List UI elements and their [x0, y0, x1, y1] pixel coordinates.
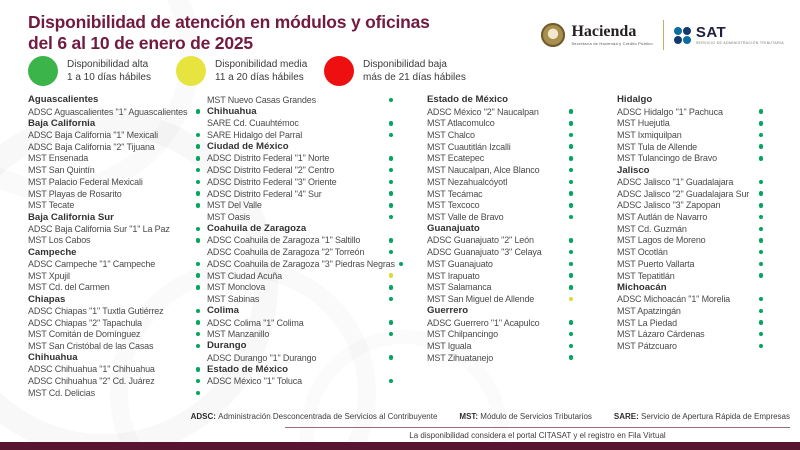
- office-row: [427, 117, 573, 129]
- legend-label: Disponibilidad media 11 a 20 días hábiles: [215, 59, 308, 83]
- footer-divider: [285, 427, 790, 428]
- availability-dot-alta: [196, 144, 201, 149]
- office-label: ADSC Baja California "1" Mexicali: [28, 130, 158, 141]
- office-label: MST Tecámac: [427, 188, 483, 199]
- availability-dot-media: [569, 297, 574, 302]
- state-header: Aguascalientes: [28, 94, 99, 106]
- availability-dot-alta: [759, 121, 764, 126]
- availability-dot-media: [389, 273, 394, 278]
- office-row: [427, 270, 573, 282]
- office-row: [427, 246, 573, 258]
- availability-dot-alta: [569, 344, 574, 349]
- legend-circle-baja-icon: [324, 56, 354, 86]
- availability-dot-alta: [389, 320, 394, 325]
- office-row: [617, 141, 763, 153]
- office-row: [28, 328, 200, 340]
- availability-column-1: [28, 94, 200, 399]
- office-row: [617, 305, 763, 317]
- state-header: Guerrero: [427, 305, 469, 317]
- availability-dot-alta: [196, 273, 201, 278]
- office-label: MST Monclova: [207, 282, 266, 293]
- office-row: [427, 199, 573, 211]
- header-logos: [541, 20, 784, 50]
- office-label: MST Irapuato: [427, 270, 480, 281]
- office-label: MST Sabinas: [207, 294, 260, 305]
- availability-dot-alta: [389, 168, 394, 173]
- office-label: MST Nuevo Casas Grandes: [207, 94, 316, 105]
- availability-dot-alta: [196, 379, 201, 384]
- state-header: Guanajuato: [427, 223, 480, 235]
- sat-dot-icon: [674, 27, 682, 35]
- office-label: ADSC Distrito Federal "4" Sur: [207, 188, 322, 199]
- footer-note: La disponibilidad considera el portal CITASAT y el registro en Fila Virtual: [409, 431, 666, 440]
- office-label: MST Atlacomulco: [427, 118, 495, 129]
- state-header: Estado de México: [427, 94, 509, 106]
- office-row: [617, 199, 763, 211]
- office-label: MST Ecatepec: [427, 153, 485, 164]
- state-header: Michoacán: [617, 281, 667, 293]
- sat-wordmark: SAT: [695, 23, 727, 41]
- availability-dot-alta: [389, 121, 394, 126]
- office-row: [207, 282, 393, 294]
- availability-dot-alta: [569, 262, 574, 267]
- office-row: [617, 317, 763, 329]
- office-row: [28, 106, 200, 118]
- legend-circle-alta-icon: [28, 56, 58, 86]
- office-row: [427, 293, 573, 305]
- office-row: [207, 352, 393, 364]
- office-row: [28, 164, 200, 176]
- office-label: MST Iguala: [427, 340, 472, 351]
- legend-item-baja: [324, 56, 472, 86]
- availability-dot-alta: [759, 332, 764, 337]
- office-label: MST Cd. del Carmen: [28, 282, 110, 293]
- availability-dot-alta: [759, 109, 764, 114]
- office-row: [28, 176, 200, 188]
- office-row: [207, 258, 393, 270]
- state-header: Durango: [207, 340, 247, 352]
- office-label: MST Ocotlán: [617, 247, 668, 258]
- availability-dot-alta: [389, 156, 394, 161]
- office-row: [28, 340, 200, 352]
- office-label: SARE Cd. Cuauhtémoc: [207, 118, 299, 129]
- availability-dot-alta: [759, 144, 764, 149]
- availability-dot-alta: [196, 367, 201, 372]
- availability-dot-alta: [389, 285, 394, 290]
- availability-dot-alta: [759, 262, 764, 267]
- office-row: [617, 340, 763, 352]
- office-label: ADSC Jalisco "2" Guadalajara Sur: [617, 188, 750, 199]
- availability-dot-alta: [569, 285, 574, 290]
- office-label: ADSC Campeche "1" Campeche: [28, 258, 156, 269]
- office-row: [207, 317, 393, 329]
- office-row: [207, 293, 393, 305]
- footer-definitions: [191, 412, 790, 421]
- office-row: [427, 129, 573, 141]
- office-label: MST Ciudad Acuña: [207, 270, 282, 281]
- state-header: Ciudad de México: [207, 141, 289, 153]
- availability-dot-alta: [759, 273, 764, 278]
- availability-dot-alta: [569, 320, 574, 325]
- office-row: [28, 387, 200, 399]
- office-label: MST Manzanillo: [207, 329, 270, 340]
- office-row: [207, 176, 393, 188]
- office-label: ADSC Guanajuato "3" Celaya: [427, 247, 542, 258]
- office-row: [427, 153, 573, 165]
- sat-subtitle: SERVICIO DE ADMINISTRACIÓN TRIBUTARIA: [695, 40, 784, 45]
- office-label: ADSC Baja California Sur "1" La Paz: [28, 223, 170, 234]
- office-row: [427, 317, 573, 329]
- office-label: ADSC Coahuila de Zaragoza "3" Piedras Negras: [207, 258, 395, 269]
- office-row: [617, 235, 763, 247]
- availability-dot-alta: [759, 297, 764, 302]
- office-row: [207, 235, 393, 247]
- office-row: [617, 293, 763, 305]
- office-row: [617, 176, 763, 188]
- availability-dot-alta: [569, 121, 574, 126]
- office-row: [207, 164, 393, 176]
- office-row: [427, 258, 573, 270]
- availability-dot-alta: [389, 379, 394, 384]
- office-row: [427, 352, 573, 364]
- office-label: MST Puerto Vallarta: [617, 258, 695, 269]
- availability-dot-alta: [569, 203, 574, 208]
- office-row: [28, 305, 200, 317]
- office-label: MST Huejutla: [617, 118, 670, 129]
- state-header: Jalisco: [617, 164, 650, 176]
- office-label: ADSC Coahuila de Zaragoza "2" Torreón: [207, 247, 365, 258]
- office-label: MST Apatzingán: [617, 305, 681, 316]
- state-header: Baja California Sur: [28, 211, 114, 223]
- state-header: Coahuila de Zaragoza: [207, 223, 307, 235]
- sat-dot-icon: [683, 36, 691, 44]
- availability-dot-alta: [196, 332, 201, 337]
- availability-dot-alta: [759, 215, 764, 220]
- availability-dot-alta: [389, 250, 394, 255]
- page-title: [28, 12, 430, 53]
- office-label: MST San Miguel de Allende: [427, 294, 535, 305]
- office-label: ADSC Distrito Federal "3" Oriente: [207, 176, 337, 187]
- office-label: MST Cd. Guzmán: [617, 223, 687, 234]
- legend-circle-media-icon: [176, 56, 206, 86]
- office-label: ADSC México "2" Naucalpan: [427, 106, 539, 117]
- sat-dot-icon: [674, 36, 682, 44]
- availability-dot-alta: [196, 391, 201, 396]
- sat-dots-icon: [674, 27, 691, 44]
- office-label: ADSC Chiapas "1" Tuxtla Gutiérrez: [28, 305, 164, 316]
- availability-dot-alta: [569, 180, 574, 185]
- availability-dot-alta: [569, 133, 574, 138]
- state-header: Campeche: [28, 246, 77, 258]
- availability-dot-alta: [759, 191, 764, 196]
- availability-dot-alta: [759, 203, 764, 208]
- availability-dot-alta: [196, 227, 201, 232]
- availability-dot-alta: [196, 133, 201, 138]
- office-row: [28, 235, 200, 247]
- office-label: MST Tepatitlán: [617, 270, 675, 281]
- page-title-line1: Disponibilidad de atención en módulos y oficinas: [28, 12, 430, 32]
- availability-dot-alta: [196, 238, 201, 243]
- availability-dot-alta: [569, 273, 574, 278]
- availability-dot-alta: [389, 180, 394, 185]
- state-header: Baja California: [28, 117, 96, 129]
- office-row: [617, 106, 763, 118]
- office-row: [28, 375, 200, 387]
- office-label: MST San Quintín: [28, 165, 95, 176]
- office-row: [207, 129, 393, 141]
- availability-dot-alta: [389, 238, 394, 243]
- office-label: MST La Piedad: [617, 317, 677, 328]
- office-label: MST Xpujil: [28, 270, 70, 281]
- office-row: [28, 364, 200, 376]
- office-row: [617, 258, 763, 270]
- office-label: MST Tula de Allende: [617, 141, 698, 152]
- office-label: ADSC Chihuahua "2" Cd. Juárez: [28, 376, 155, 387]
- office-label: ADSC México "1" Toluca: [207, 376, 302, 387]
- legend-label: Disponibilidad alta 1 a 10 días hábiles: [67, 59, 151, 83]
- office-row: [28, 258, 200, 270]
- office-row: [207, 117, 393, 129]
- office-row: [28, 317, 200, 329]
- office-row: [207, 199, 393, 211]
- office-row: [28, 199, 200, 211]
- availability-column-3: [427, 94, 573, 364]
- availability-dot-alta: [569, 250, 574, 255]
- office-label: ADSC Chiapas "2" Tapachula: [28, 317, 142, 328]
- availability-dot-alta: [196, 262, 201, 267]
- office-row: [617, 117, 763, 129]
- office-row: [28, 129, 200, 141]
- office-label: MST Salamanca: [427, 282, 492, 293]
- state-header: Chiapas: [28, 293, 66, 305]
- office-row: [427, 328, 573, 340]
- office-row: [617, 153, 763, 165]
- page-title-line2: del 6 al 10 de enero de 2025: [28, 32, 253, 53]
- office-row: [207, 246, 393, 258]
- office-row: [207, 270, 393, 282]
- legend-item-alta: [28, 56, 176, 86]
- availability-dot-alta: [759, 250, 764, 255]
- office-row: [28, 153, 200, 165]
- office-label: MST Ensenada: [28, 153, 89, 164]
- hacienda-wordmark: Hacienda: [571, 23, 637, 40]
- availability-dot-alta: [196, 156, 201, 161]
- office-row: [207, 211, 393, 223]
- office-row: [617, 328, 763, 340]
- availability-dot-alta: [569, 355, 574, 360]
- office-label: MST Del Valle: [207, 200, 262, 211]
- state-header: Colima: [207, 305, 239, 317]
- availability-dot-alta: [569, 332, 574, 337]
- availability-dot-alta: [759, 156, 764, 161]
- office-row: [427, 176, 573, 188]
- availability-dot-alta: [389, 133, 394, 138]
- office-label: MST Palacio Federal Mexicali: [28, 176, 143, 187]
- office-row: [28, 270, 200, 282]
- office-label: ADSC Durango "1" Durango: [207, 352, 317, 363]
- state-header: Hidalgo: [617, 94, 653, 106]
- office-label: MST Chalco: [427, 130, 475, 141]
- office-row: [207, 153, 393, 165]
- availability-dot-alta: [759, 238, 764, 243]
- state-header: Chihuahua: [207, 106, 257, 118]
- office-row: [427, 211, 573, 223]
- office-label: SARE Hidalgo del Parral: [207, 130, 303, 141]
- office-label: MST Los Cabos: [28, 235, 91, 246]
- availability-dot-alta: [759, 320, 764, 325]
- availability-dot-alta: [196, 203, 201, 208]
- office-label: MST Ixmiquilpan: [617, 130, 682, 141]
- office-label: MST Autlán de Navarro: [617, 212, 708, 223]
- availability-dot-alta: [196, 320, 201, 325]
- availability-dot-alta: [389, 203, 394, 208]
- office-label: MST Chilpancingo: [427, 329, 498, 340]
- availability-dot-alta: [759, 133, 764, 138]
- office-label: ADSC Aguascalientes "1" Aguascalientes: [28, 106, 188, 117]
- office-label: ADSC Jalisco "3" Zapopan: [617, 200, 721, 211]
- office-label: ADSC Coahuila de Zaragoza "1" Saltillo: [207, 235, 361, 246]
- availability-dot-alta: [759, 180, 764, 185]
- office-row: [28, 282, 200, 294]
- availability-dot-alta: [569, 109, 574, 114]
- availability-dot-alta: [399, 262, 404, 267]
- availability-dot-alta: [389, 98, 394, 103]
- office-label: ADSC Guanajuato "2" León: [427, 235, 534, 246]
- office-row: [427, 340, 573, 352]
- legend-label: Disponibilidad baja más de 21 días hábiles: [363, 59, 466, 83]
- office-label: MST Guanajuato: [427, 258, 493, 269]
- office-label: ADSC Distrito Federal "1" Norte: [207, 153, 330, 164]
- logo-divider: [663, 20, 664, 50]
- availability-dot-alta: [569, 144, 574, 149]
- availability-dot-alta: [389, 332, 394, 337]
- availability-dot-alta: [196, 285, 201, 290]
- office-label: ADSC Colima "1" Colima: [207, 317, 304, 328]
- office-label: MST Texcoco: [427, 200, 480, 211]
- office-label: MST San Cristóbal de las Casas: [28, 340, 154, 351]
- office-row: [427, 164, 573, 176]
- availability-dot-alta: [196, 344, 201, 349]
- availability-dot-alta: [196, 109, 201, 114]
- availability-dot-alta: [196, 180, 201, 185]
- office-label: MST Tulancingo de Bravo: [617, 153, 717, 164]
- bottom-accent-bar: [0, 442, 800, 450]
- office-row: [617, 270, 763, 282]
- abbr-definition: ADSC: Administración Desconcentrada de Servicios al Contribuyente: [190, 412, 438, 421]
- office-row: [28, 223, 200, 235]
- availability-column-4: [617, 94, 763, 352]
- office-label: MST Pátzcuaro: [617, 340, 677, 351]
- office-label: MST Zihuatanejo: [427, 352, 494, 363]
- office-label: MST Valle de Bravo: [427, 212, 504, 223]
- office-label: ADSC Baja California "2" Tijuana: [28, 141, 155, 152]
- office-row: [617, 246, 763, 258]
- office-row: [28, 141, 200, 153]
- office-row: [207, 188, 393, 200]
- office-label: MST Comitán de Domínguez: [28, 329, 141, 340]
- office-row: [427, 188, 573, 200]
- availability-dot-alta: [389, 191, 394, 196]
- office-label: ADSC Hidalgo "1" Pachuca: [617, 106, 723, 117]
- office-row: [617, 211, 763, 223]
- availability-dot-alta: [196, 168, 201, 173]
- availability-dot-alta: [389, 355, 394, 360]
- office-label: MST Lagos de Moreno: [617, 235, 706, 246]
- office-row: [617, 223, 763, 235]
- office-label: ADSC Distrito Federal "2" Centro: [207, 165, 335, 176]
- office-label: MST Cd. Delicias: [28, 387, 95, 398]
- office-row: [28, 188, 200, 200]
- abbr-definition: SARE: Servicio de Apertura Rápida de Empresas: [613, 412, 790, 421]
- office-row: [207, 328, 393, 340]
- availability-column-2: [207, 94, 393, 387]
- office-label: MST Tecate: [28, 200, 75, 211]
- office-row: [617, 188, 763, 200]
- sat-dot-icon: [683, 27, 691, 35]
- availability-dot-alta: [759, 344, 764, 349]
- office-label: MST Nezahualcóyotl: [427, 176, 508, 187]
- legend-item-media: [176, 56, 324, 86]
- office-row: [427, 282, 573, 294]
- availability-dot-alta: [196, 191, 201, 196]
- office-label: MST Lázaro Cárdenas: [617, 329, 705, 340]
- office-label: ADSC Michoacán "1" Morelia: [617, 294, 731, 305]
- availability-dot-alta: [569, 238, 574, 243]
- availability-dot-alta: [569, 191, 574, 196]
- availability-dot-alta: [196, 309, 201, 314]
- hacienda-seal-icon: [541, 23, 565, 47]
- hacienda-subtitle: Secretaría de Hacienda y Crédito Público: [571, 41, 653, 46]
- legend: [28, 56, 472, 86]
- office-label: ADSC Chihuahua "1" Chihuahua: [28, 364, 155, 375]
- office-row: [207, 94, 393, 106]
- abbr-definition: MST: Módulo de Servicios Tributarios: [459, 412, 592, 421]
- office-label: MST Naucalpan, Alce Blanco: [427, 165, 540, 176]
- office-label: ADSC Guerrero "1" Acapulco: [427, 317, 540, 328]
- office-row: [427, 106, 573, 118]
- availability-dot-alta: [569, 215, 574, 220]
- availability-dot-alta: [759, 227, 764, 232]
- office-row: [207, 375, 393, 387]
- availability-dot-alta: [569, 156, 574, 161]
- office-label: MST Oasis: [207, 212, 250, 223]
- state-header: Chihuahua: [28, 352, 78, 364]
- availability-dot-alta: [389, 215, 394, 220]
- office-label: MST Playas de Rosarito: [28, 188, 122, 199]
- availability-dot-alta: [389, 297, 394, 302]
- office-label: MST Cuautitlán Izcalli: [427, 141, 511, 152]
- office-row: [617, 129, 763, 141]
- sat-logo: [674, 25, 784, 46]
- availability-dot-alta: [759, 309, 764, 314]
- office-row: [427, 141, 573, 153]
- availability-dot-alta: [569, 168, 574, 173]
- office-row: [427, 235, 573, 247]
- hacienda-logo: [541, 23, 652, 47]
- state-header: Estado de México: [207, 363, 289, 375]
- office-label: ADSC Jalisco "1" Guadalajara: [617, 176, 734, 187]
